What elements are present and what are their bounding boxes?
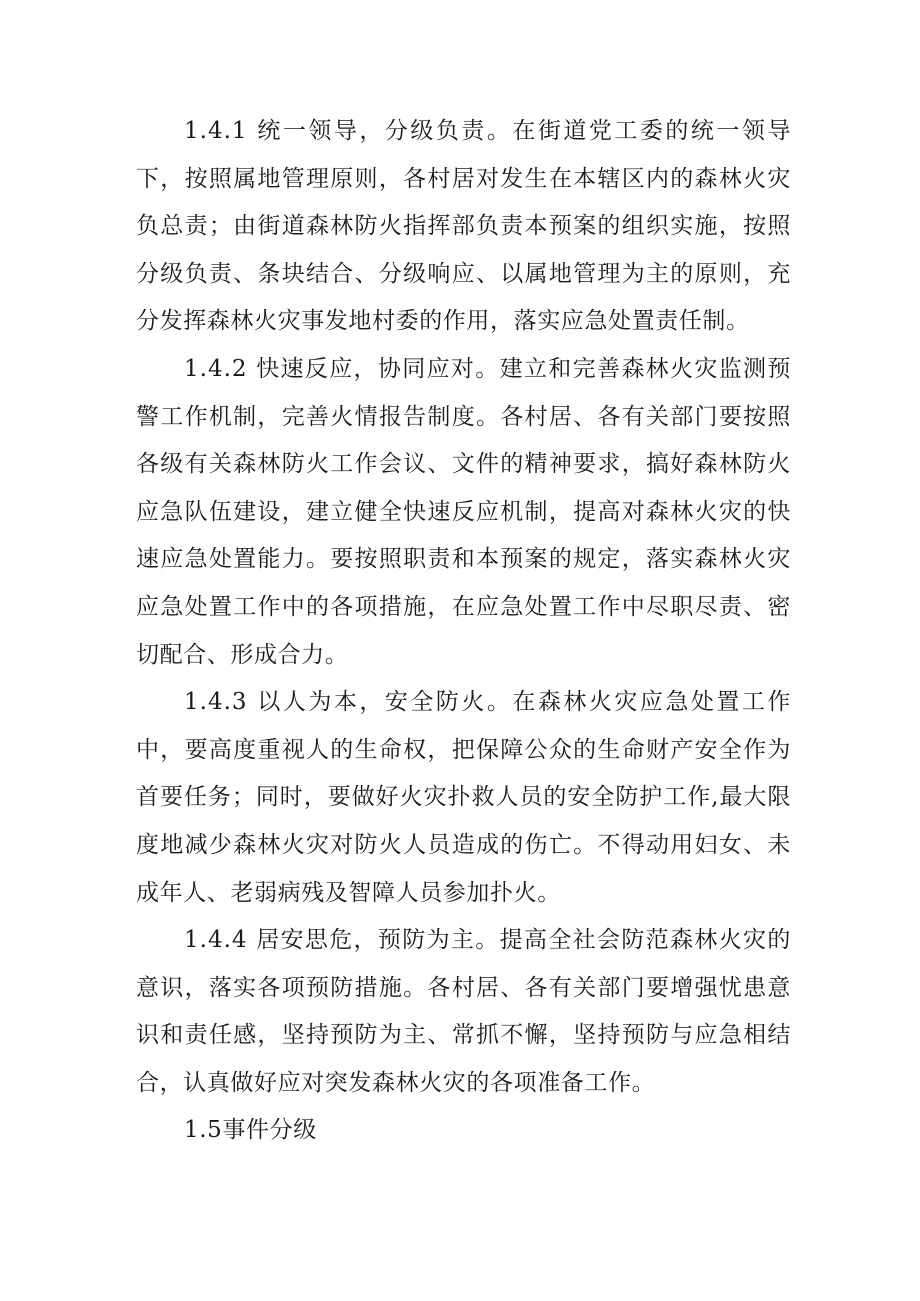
document-page [136, 108, 791, 1155]
paragraph-text: 统一领导，分级负责。在街道党工委的统一领导下，按照属地管理原则，各村居对发生在本辖区内的森林火灾负总责；由街道森林防火指挥部负责本预案的组织实施，按照分级负责、条块结合、分级响应、以属地管理为主的原则，充分发挥森林火灾事发地村委的作用，落实应急处置责任制。 [136, 118, 791, 335]
paragraph-1-4-2 [136, 346, 791, 679]
paragraph-number: 1.4.4 [184, 927, 248, 954]
paragraph-number: 1.4.3 [184, 689, 248, 716]
paragraph-text: 居安思危，预防为主。提高全社会防范森林火灾的意识，落实各项预防措施。各村居、各有关部门要增强忧患意识和责任感，坚持预防为主、常抓不懈，坚持预防与应急相结合，认真做好应对突发森林火灾的各项准备工作。 [136, 927, 791, 1096]
paragraph-1-4-4 [136, 917, 791, 1107]
section-number: 1.5 [184, 1117, 223, 1144]
paragraph-text: 快速反应，协同应对。建立和完善森林火灾监测预警工作机制，完善火情报告制度。各村居、各有关部门要按照各级有关森林防火工作会议、文件的精神要求，搞好森林防火应急队伍建设，建立健全快速反应机制，提高对森林火灾的快速应急处置能力。要按照职责和本预案的规定，落实森林火灾应急处置工作中的各项措施，在应急处置工作中尽职尽责、密切配合、形成合力。 [136, 355, 791, 668]
section-heading [136, 1107, 791, 1155]
paragraph-text: 以人为本，安全防火。在森林火灾应急处置工作中，要高度重视人的生命权，把保障公众的生命财产安全作为首要任务；同时，要做好火灾扑救人员的安全防护工作,最大限度地减少森林火灾对防火人员造成的伤亡。不得动用妇女、未成年人、老弱病残及智障人员参加扑火。 [136, 689, 791, 906]
paragraph-number: 1.4.1 [184, 118, 248, 144]
section-title: 事件分级 [222, 1117, 317, 1144]
paragraph-number: 1.4.2 [184, 355, 248, 382]
paragraph-1-4-3 [136, 679, 791, 917]
paragraph-1-4-1 [136, 108, 791, 346]
